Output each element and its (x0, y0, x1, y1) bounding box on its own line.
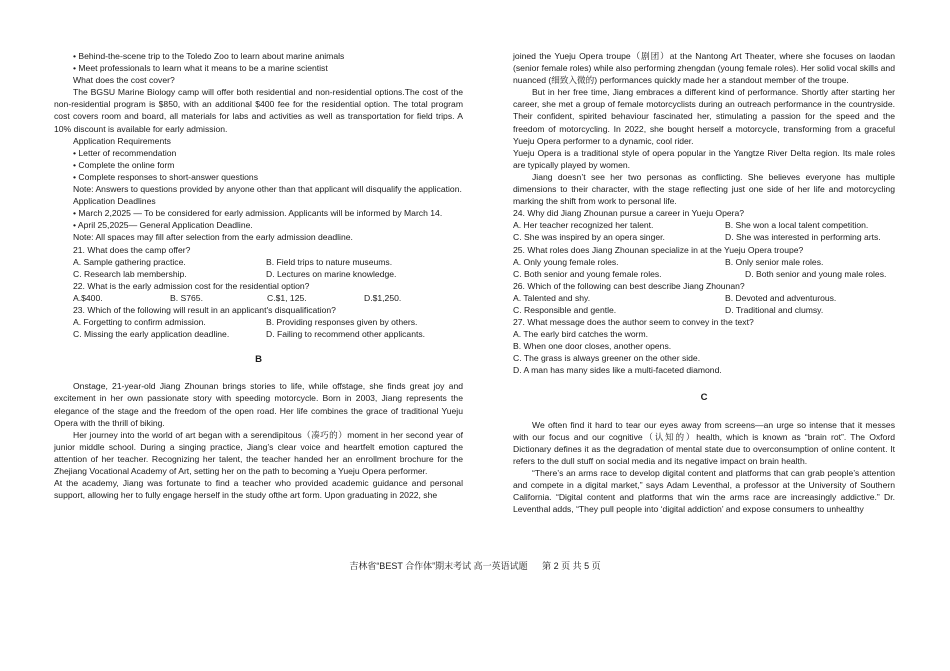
q22-stem: 22. What is the early admission cost for the residential option? (73, 280, 310, 291)
q26-stem: 26. Which of the following can best describe Jiang Zhounan? (513, 280, 745, 291)
app-req-item: • Letter of recommendation (73, 147, 177, 158)
q26-option-c: C. Responsible and gentle. (513, 304, 617, 315)
q21-stem: 21. What does the camp offer? (73, 244, 191, 255)
q26-options-row1 (513, 292, 895, 304)
passage-b-paragraph-5: But in her free time, Jiang embraces a different kind of performance. Shortly after starting her career, she met a group of female motorcyclists during an outreach performance in the countryside. Their confident, spirited behaviour fascinated her, stimulating a passion for the speed and the freedom of motorcycling. In 2022, she bought herself a motorcycle, transforming from a graceful Yueju Opera performer to a dynamic, cool rider. (513, 87, 895, 146)
passage-b-paragraph-2: Her journey into the world of art began with a serendipitous（凑巧的）moment in her second year of junior middle school. During a singing practice, Jiang’s clear voice and heartfelt emotion captured the attention of her teacher. Recognizing her talent, the teacher handed her an enrollment brochure for the Zhejiang Vocational Academy of Art, setting her on the path to becoming a Yueju Opera performer. (54, 429, 463, 476)
q24-option-b: B. She won a local talent competition. (725, 220, 869, 231)
q23-stem: 23. Which of the following will result in an applicant's disqualification? (73, 304, 336, 315)
q21-options-row2 (54, 268, 463, 280)
exam-title: 吉林省“BEST 合作体”期末考试 高一英语试题 (349, 561, 528, 571)
passage-b-paragraph-6: Yueju Opera is a traditional style of opera popular in the Yangtze River Delta region. Its male roles are typically played by women. (513, 147, 895, 170)
section-c-label: C (700, 391, 708, 403)
q24-option-d: D. She was interested in performing arts. (725, 232, 881, 243)
bullet-meet-professionals: • Meet professionals to learn what it means to be a marine scientist (73, 63, 328, 74)
q22-option-b: B. S765. (170, 292, 203, 303)
q27-option-d: D. A man has many sides like a multi-faceted diamond. (513, 365, 722, 376)
passage-c-paragraph-2: “There’s an arms race to develop digital content and platforms that can grab people’s attention and compete in a digital market,” says Adam Leventhal, a professor at the University of Southern California. “Digital content and platforms that win the arms race are increasingly addictive.” Dr. Leventhal adds, “They pull people into ‘digital addiction’ and expose consumers to unhealthy (513, 468, 895, 515)
q23-option-b: B. Providing responses given by others. (266, 317, 418, 328)
q24-options-row1 (513, 219, 895, 231)
q25-option-c: C. Both senior and young female roles. (513, 268, 662, 279)
q21-option-a: A. Sample gathering practice. (73, 256, 186, 267)
cost-heading: What does the cost cover? (73, 75, 175, 86)
q24-option-a: A. Her teacher recognized her talent. (513, 220, 654, 231)
q24-options-row2 (513, 231, 895, 243)
q22-options (54, 292, 463, 304)
q22-option-a: A.$400. (73, 292, 103, 303)
app-requirements-heading: Application Requirements (73, 135, 171, 146)
q24-stem: 24. Why did Jiang Zhounan pursue a career in Yueju Opera? (513, 208, 745, 219)
cost-paragraph: The BGSU Marine Biology camp will offer both residential and non-residential options.The cost of the non-residential program is $850, with an additional $400 fee for the residential option. The total program cost covers room and board, all materials for labs and activities as well as transportation for field trips. A 10% discount is available for early admission. (54, 87, 463, 134)
q21-option-d: D. Lectures on marine knowledge. (266, 268, 397, 279)
q25-option-d: D. Both senior and young male roles. (745, 268, 887, 279)
q26-option-b: B. Devoted and adventurous. (725, 292, 837, 303)
q23-options-row1 (54, 316, 463, 328)
note-spaces: Note: All spaces may fill after selection from the early admission deadline. (73, 232, 353, 243)
passage-b-paragraph-3: At the academy, Jiang was fortunate to find a teacher who provided academic guidance and personal support, allowing her to fully engage herself in the study ofthe art form. Upon graduating in 2022, she (54, 478, 463, 501)
q23-option-d: D. Failing to recommend other applicants. (266, 329, 426, 340)
q22-option-c: C.$1, 125. (267, 292, 307, 303)
deadline-item: • April 25,2025— General Application Deadline. (73, 220, 253, 231)
q22-option-d: D.$1,250. (364, 292, 402, 303)
q25-stem: 25. What roles does Jiang Zhounan specialize in at the Yueju Opera troupe? (513, 244, 804, 255)
q21-option-c: C. Research lab membership. (73, 268, 187, 279)
q21-options-row1 (54, 256, 463, 268)
q27-option-c: C. The grass is always greener on the other side. (513, 353, 701, 364)
passage-c-paragraph-1: We often find it hard to tear our eyes away from screens—an urge so intense that it messes with our focus and our cognitive（认知的）health, which is known as “brain rot”. The Oxford Dictionary defines it as the degradation of mental state due to overconsumption of online content. It refers to the dull stuff on social media and its negative impact on brain health. (513, 419, 895, 466)
q23-option-a: A. Forgetting to confirm admission. (73, 317, 206, 328)
q27-option-b: B. When one door closes, another opens. (513, 341, 672, 352)
q21-option-b: B. Field trips to nature museums. (266, 256, 393, 267)
bullet-zoo-trip: • Behind-the-scene trip to the Toledo Zoo to learn about marine animals (73, 51, 345, 61)
section-b-label: B (255, 354, 262, 366)
q24-option-c: C. She was inspired by an opera singer. (513, 232, 665, 243)
page-number: 第 2 页 共 5 页 (542, 561, 601, 571)
passage-b-paragraph-4: joined the Yueju Opera troupe（剧团）at the Nantong Art Theater, where she focuses on laodan (senior female roles) while also performing zhengdan (young female roles). Her solid vocal skills and nuanced (细致入微的) performances quickly made her a standout member of the troupe. (513, 51, 895, 86)
deadlines-heading: Application Deadlines (73, 196, 156, 207)
passage-b-paragraph-7: Jiang doesn’t see her two personas as conflicting. She believes everyone has multiple dimensions to their character, with the stage reflecting just one side of her life and motorcycling marking the shift from work to personal life. (513, 171, 895, 207)
deadline-item: • March 2,2025 — To be considered for early admission. Applicants will be informed by March 14. (73, 208, 443, 219)
q27-option-a: A. The early bird catches the worm. (513, 329, 649, 340)
left-column (54, 50, 463, 501)
note-disqualify: Note: Answers to questions provided by anyone other than that applicant will disqualify the application. (73, 184, 462, 195)
q26-option-d: D. Traditional and clumsy. (725, 304, 824, 315)
right-column (513, 50, 895, 515)
q26-option-a: A. Talented and shy. (513, 292, 591, 303)
q25-options-row1 (513, 256, 895, 268)
passage-b-paragraph-1: Onstage, 21-year-old Jiang Zhounan brings stories to life, while offstage, she finds great joy and excitement in her own passionate story with speeding motorcycle. Born in 2003, Jiang represents the elegance of the stage and the freedom of the open road. Her life combines the grace of traditional Yueju Opera with the thrill of biking. (54, 381, 463, 428)
q25-option-a: A. Only young female roles. (513, 256, 619, 267)
page-footer (0, 559, 950, 572)
app-req-item: • Complete the online form (73, 159, 175, 170)
q25-options-row2 (513, 268, 895, 280)
q23-options-row2 (54, 328, 463, 340)
q23-option-c: C. Missing the early application deadline. (73, 329, 230, 340)
q27-stem: 27. What message does the author seem to convey in the text? (513, 317, 754, 328)
app-req-item: • Complete responses to short-answer questions (73, 171, 259, 182)
q26-options-row2 (513, 304, 895, 316)
q25-option-b: B. Only senior male roles. (725, 256, 824, 267)
